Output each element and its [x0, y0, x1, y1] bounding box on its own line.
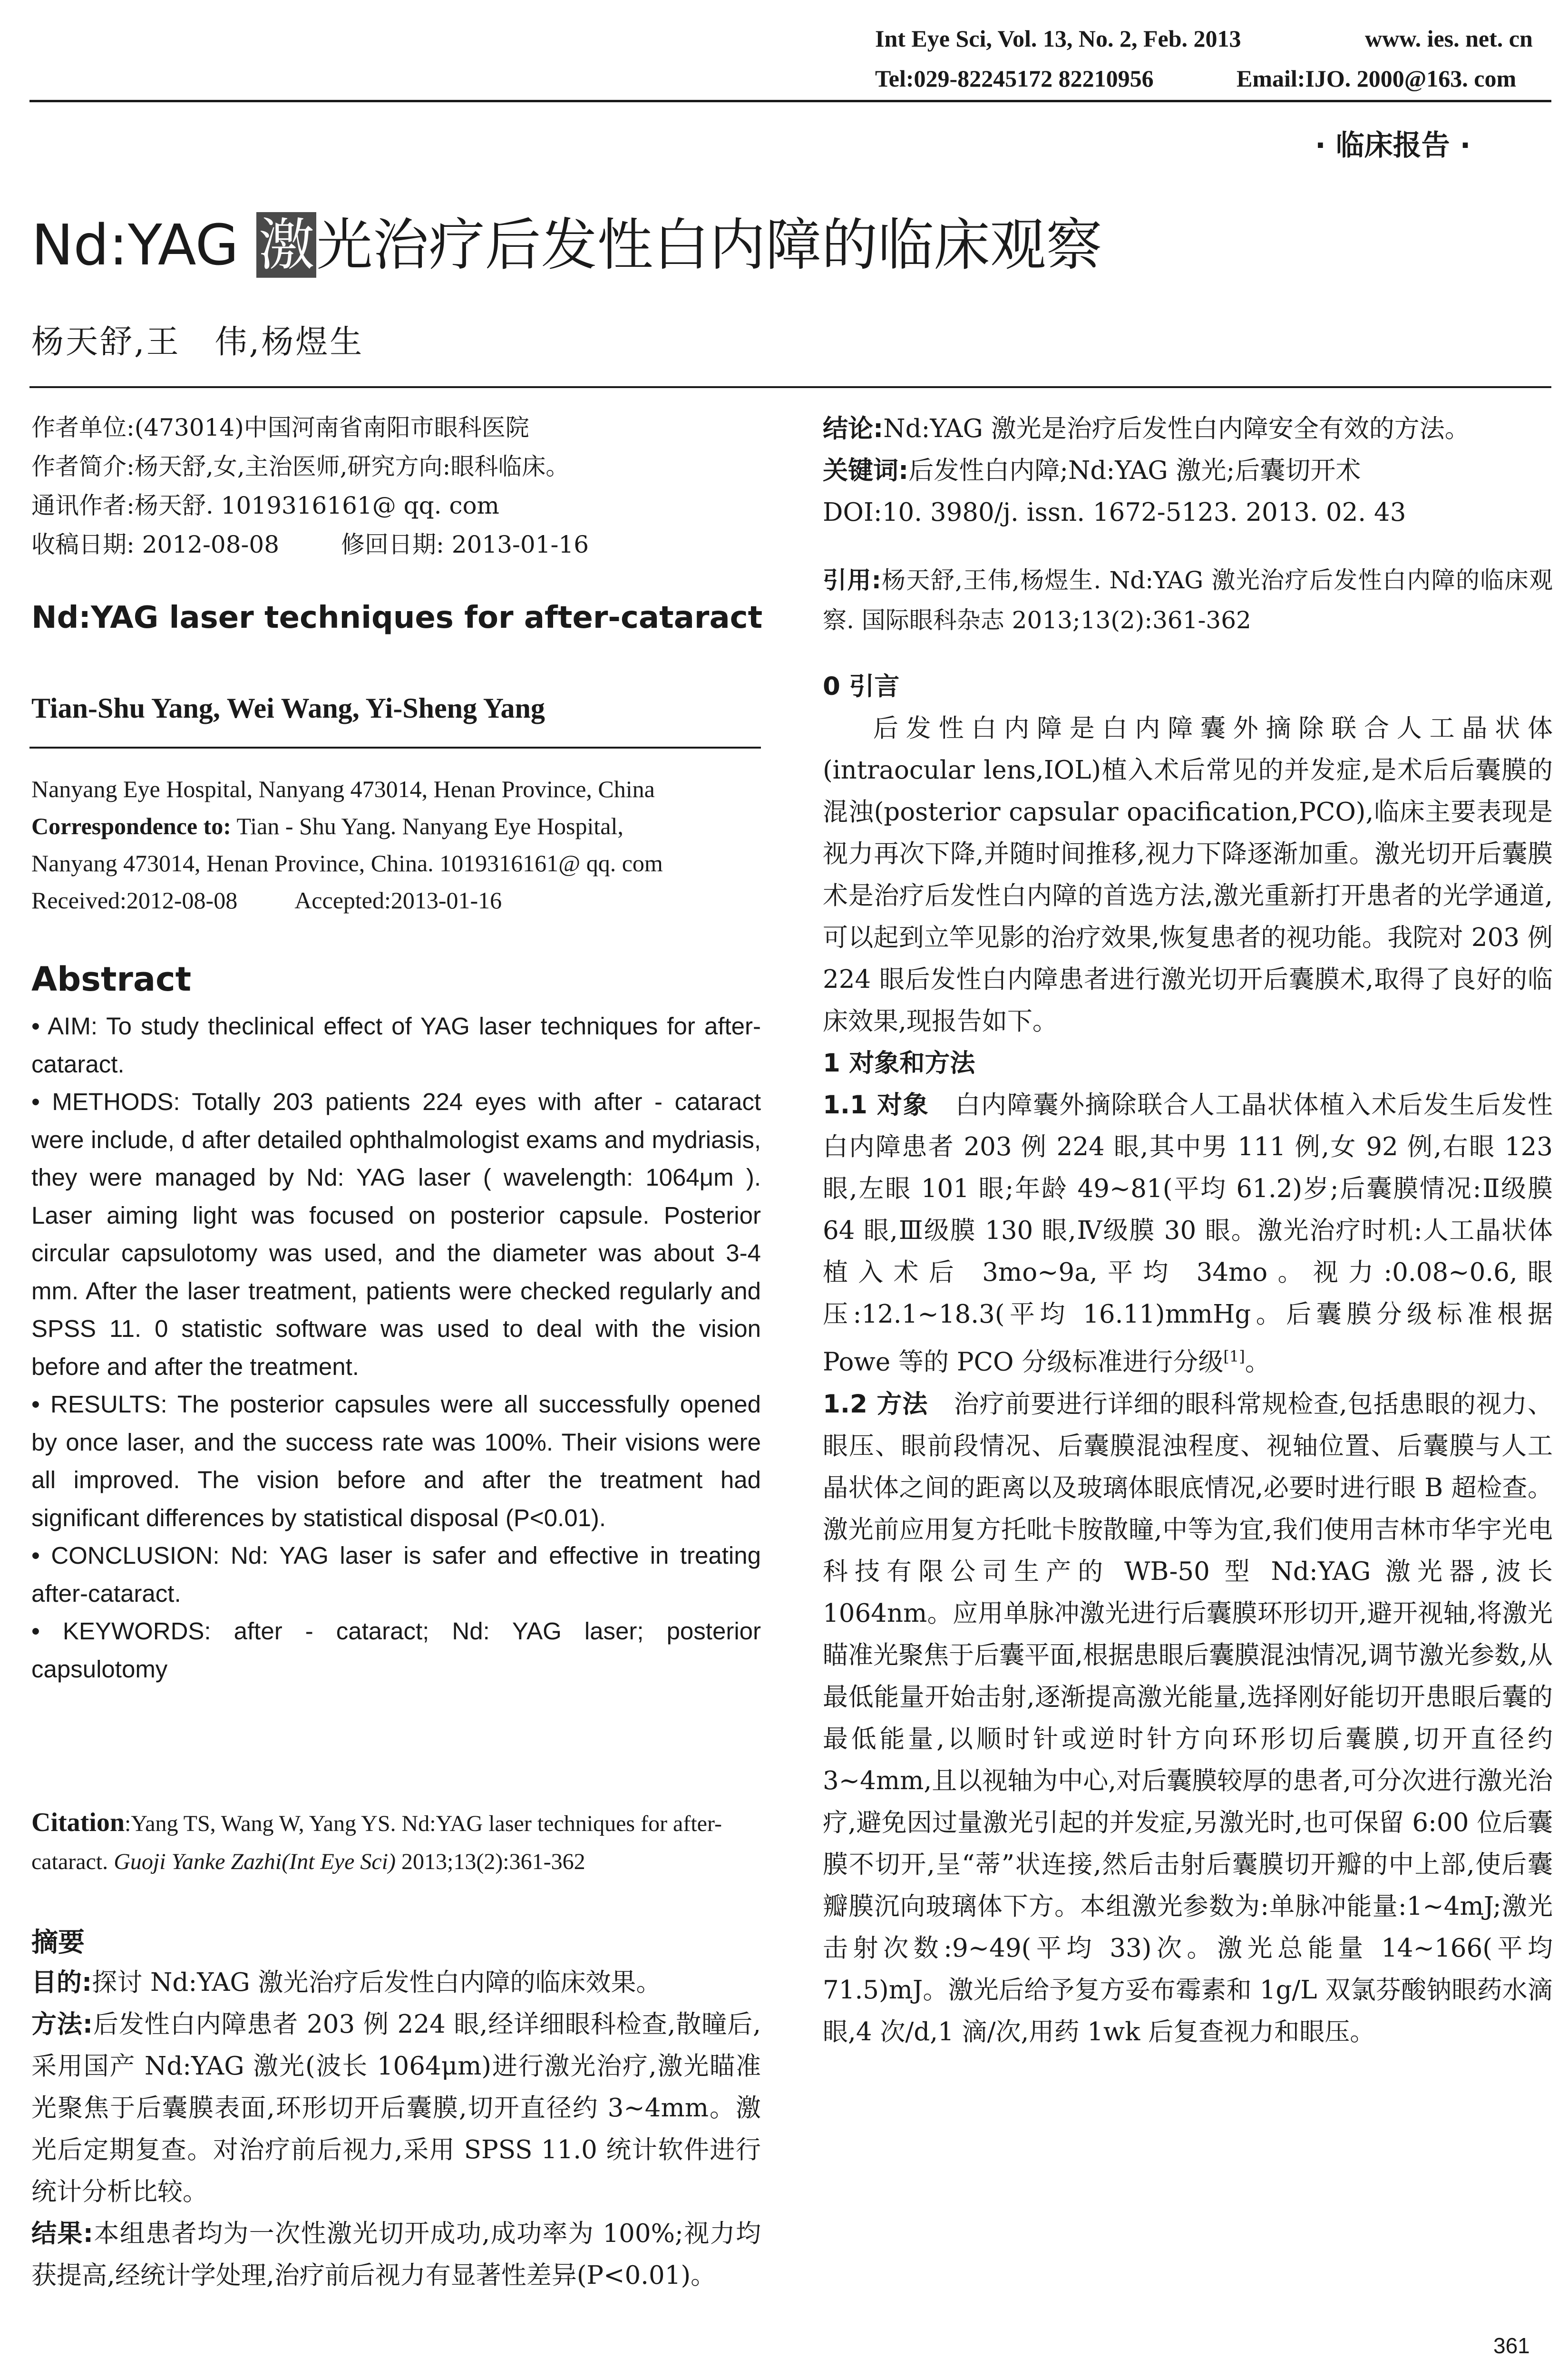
cn-aim: 探讨 Nd:YAG 激光治疗后发性白内障的临床效果。	[92, 1968, 662, 1997]
cn-cite: 杨天舒,王伟,杨煜生. Nd:YAG 激光治疗后发性白内障的临床观察. 国际眼科杂志 2013;13(2):361-362	[823, 566, 1553, 634]
intro-paragraph: 后发性白内障是白内障囊外摘除联合人工晶状体(intraocular lens,IOL)植入术后常见的并发症,是术后后囊膜的混浊(posterior capsular opacification,PCO),临床主要表现是视力再次下降,并随时间推移,视力下降逐渐加重。激光切开后囊膜术是治疗后发性白内障的首选方法,激光重新打开患者的光学通道,可以起到立竿见影的治疗效果,恢复患者的视功能。我院对 203 例 224 眼后发性白内障患者进行激光切开后囊膜术,取得了良好的临床效果,现报告如下。	[823, 714, 1553, 1036]
cn-keywords: 后发性白内障;Nd:YAG 激光;后囊切开术	[908, 456, 1361, 485]
cn-methods: 后发性白内障患者 203 例 224 眼,经详细眼科检查,散瞳后,采用国产 Nd:YAG 激光(波长 1064μm)进行激光治疗,激光瞄准光聚焦于后囊膜表面,环形切开后囊膜,切开直径约 3~4mm。激光后定期复查。对治疗前后视力,采用 SPSS 11.0 统计软件进行统计分析比较。	[31, 2010, 761, 2206]
section-1-1: 1.1 对象 白内障囊外摘除联合人工晶状体植入术后发生后发性白内障患者 203 例 224 眼,其中男 111 例,女 92 例,右眼 123 眼,左眼 101 眼;年龄 49~81(平均 61.2)岁;后囊膜情况:Ⅱ级膜 64 眼,Ⅲ级膜 130 眼,Ⅳ级膜 30 眼。激光治疗时机:人工晶状体植入术后 3mo~9a,平均 34mo。视力:0.08~0.6,眼压:12.1~18.3(平均 16.11)mmHg。后囊膜分级标准根据 Powe 等的 PCO 分级标准进行分级[1]。	[823, 1091, 1553, 1377]
cn-keywords-label: 关键词:	[823, 456, 909, 485]
cn-methods-label: 方法:	[31, 2010, 93, 2039]
citation-journal: Guoji Yanke Zazhi(Int Eye Sci)	[114, 1849, 396, 1874]
page-title	[31, 200, 1102, 281]
meta-corr: 通讯作者:杨天舒. 1019316161@ qq. com	[31, 492, 499, 519]
meta-dates	[31, 525, 759, 564]
section-1: 1 对象和方法	[823, 1049, 975, 1078]
title-rule	[29, 386, 1551, 388]
cn-aim-label: 目的:	[31, 1968, 92, 1997]
title-highlight: 激	[256, 212, 316, 278]
section-1-2: 1.2 方法 治疗前要进行详细的眼科常规检查,包括患眼的视力、眼压、眼前段情况、后囊膜混浊程度、视轴位置、后囊膜与人工晶状体之间的距离以及玻璃体眼底情况,必要时进行眼 B 超检查。激光前应用复方托吡卡胺散瞳,中等为宜,我们使用吉林市华宇光电科技有限公司生产的 WB-50 型 Nd:YAG 激光器,波长 1064nm。应用单脉冲激光进行后囊膜环形切开,避开视轴,将激光瞄准光聚焦于后囊平面,根据患眼后囊膜混浊情况,调节激光参数,从最低能量开始击射,逐渐提高激光能量,选择刚好能切开患眼后囊的最低能量,以顺时针或逆时针方向环形切后囊膜,切开直径约 3~4mm,且以视轴为中心,对后囊膜较厚的患者,可分次进行激光治疗,避免因过量激光引起的并发症,另激光时,也可保留 6:00 位后囊膜不切开,呈“蒂”状连接,然后击射后囊膜切开瓣的中上部,使后囊瓣膜沉向玻璃体下方。本组激光参数为:单脉冲能量:1~4mJ;激光击射次数:9~49(平均 33)次。激光总能量 14~166(平均 71.5)mJ。激光后给予复方妥布霉素和 1g/L 双氯芬酸钠眼药水滴眼,4 次/d,1 滴/次,用药 1wk 后复查视力和眼压。	[823, 1389, 1553, 2046]
meta-cn	[31, 408, 759, 564]
abstract-cn-body	[31, 1962, 761, 2297]
en-authors: Tian-Shu Yang, Wei Wang, Yi-Sheng Yang	[31, 692, 545, 724]
aff-received: Received:2012-08-08	[31, 887, 238, 914]
abstract-heading: Abstract	[31, 960, 192, 999]
journal-line: Int Eye Sci, Vol. 13, No. 2, Feb. 2013	[875, 25, 1241, 52]
aff-dates	[31, 882, 759, 919]
meta-revised: 修回日期: 2013-01-16	[341, 531, 589, 558]
citation-text2: 2013;13(2):361-362	[396, 1849, 585, 1874]
en-authors-rule	[29, 747, 761, 749]
meta-received: 收稿日期: 2012-08-08	[31, 531, 280, 558]
cn-conclusion-label: 结论:	[823, 414, 884, 443]
page-number: 361	[1493, 2333, 1530, 2358]
title-rest: 光治疗后发性白内障的临床观察	[316, 212, 1102, 278]
abstract-conclusion: • CONCLUSION: Nd: YAG laser is safer and effective in treating after-cataract.	[31, 1542, 761, 1607]
aff-line1: Nanyang Eye Hospital, Nanyang 473014, Henan Province, China	[31, 776, 655, 802]
cn-conclusion: Nd:YAG 激光是治疗后发性白内障安全有效的方法。	[883, 414, 1470, 443]
right-column	[823, 408, 1553, 2053]
citation-en	[31, 1803, 761, 1881]
section-0: 0 引言	[823, 672, 900, 701]
header-rule	[29, 100, 1551, 102]
journal-website: www. ies. net. cn	[1365, 25, 1533, 52]
aff-line3: Nanyang 473014, Henan Province, China. 1019316161@ qq. com	[31, 850, 663, 877]
section-tag: · 临床报告 ·	[1315, 129, 1471, 162]
abstract-results: • RESULTS: The posterior capsules were all successfully opened by once laser, and the success rate was 100%. Their visions were all improved. The vision before and after the treatment had significant differences by statistical disposal (P<0.01).	[31, 1391, 761, 1531]
en-title: Nd:YAG laser techniques for after-cataract	[31, 600, 763, 635]
citation-text1: :Yang TS, Wang W, Yang YS. Nd:YAG laser techniques for after-cataract.	[31, 1811, 722, 1874]
abstract-aim: • AIM: To study theclinical effect of YAG laser techniques for after-cataract.	[31, 1013, 761, 1078]
abstract-keywords: • KEYWORDS: after - cataract; Nd: YAG laser; posterior capsulotomy	[31, 1617, 761, 1683]
aff-accepted: Accepted:2013-01-16	[294, 887, 502, 914]
authors-cn: 杨天舒,王 伟,杨煜生	[31, 323, 364, 361]
ref-1: [1]	[1223, 1347, 1245, 1365]
journal-email: Email:IJO. 2000@163. com	[1237, 65, 1517, 92]
corr-text: Tian - Shu Yang. Nanyang Eye Hospital,	[231, 813, 623, 839]
cn-cite-label: 引用:	[823, 566, 881, 594]
aff-line2	[31, 808, 759, 845]
doi: DOI:10. 3980/j. issn. 1672-5123. 2013. 02. 43	[823, 498, 1406, 527]
corr-label: Correspondence to:	[31, 813, 231, 839]
cn-results: 本组患者均为一次性激光切开成功,成功率为 100%;视力均获提高,经统计学处理,治疗前后视力有显著性差异(P<0.01)。	[31, 2219, 761, 2290]
meta-unit: 作者单位:(473014)中国河南省南阳市眼科医院	[31, 414, 529, 441]
cn-results-label: 结果:	[31, 2219, 93, 2248]
abstract-cn-heading: 摘要	[31, 1927, 85, 1958]
citation-label: Citation	[31, 1808, 125, 1837]
abstract-methods: • METHODS: Totally 203 patients 224 eyes with after - cataract were include, d after detailed ophthalmologist exams and mydriasis, they were managed by Nd: YAG laser ( wavelength: 1064μm ). Laser aiming light was focused on posterior capsule. Posterior circular capsulotomy was used, and the diameter was about 3-4 mm. After the laser treatment, patients were checked regularly and SPSS 11. 0 statistic software was used to deal with the vision before and after the treatment.	[31, 1088, 761, 1380]
abstract-body	[31, 1007, 761, 1688]
meta-intro: 作者简介:杨天舒,女,主治医师,研究方向:眼科临床。	[31, 453, 570, 480]
journal-tel: Tel:029-82245172 82210956	[875, 65, 1154, 92]
affiliation	[31, 770, 759, 919]
title-prefix: Nd:YAG	[31, 212, 257, 278]
